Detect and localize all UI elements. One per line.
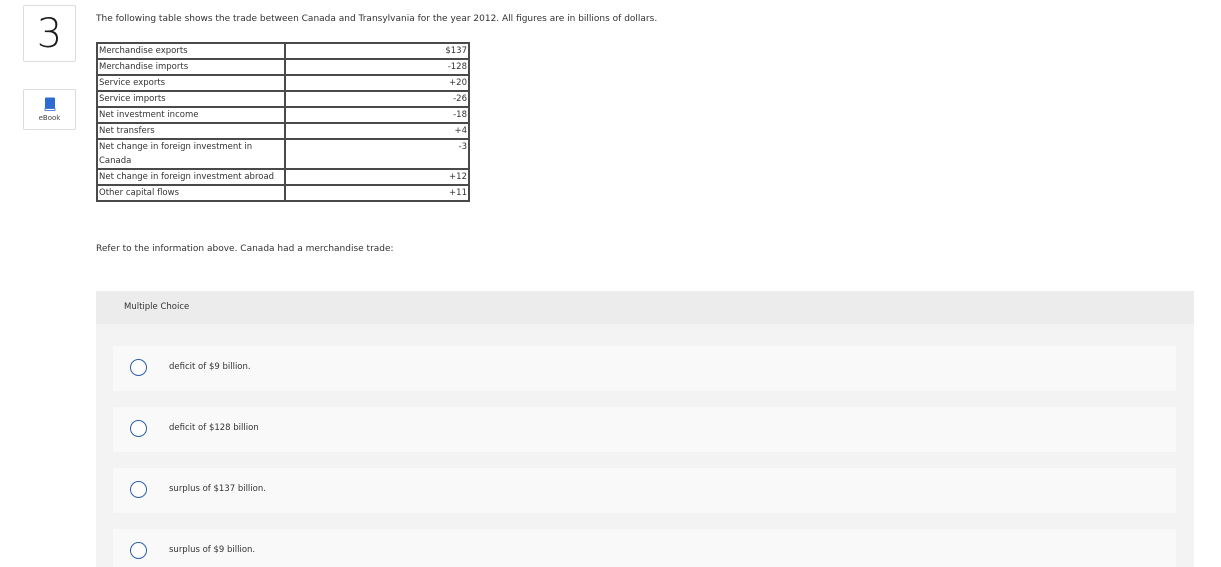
- row-value: -128: [285, 59, 469, 75]
- question-stem: Refer to the information above. Canada had a merchandise trade:: [96, 244, 394, 254]
- row-label: Merchandise imports: [97, 59, 285, 75]
- trade-table: [96, 42, 470, 202]
- table-row: [97, 185, 469, 201]
- row-label: Net transfers: [97, 123, 285, 139]
- radio-button[interactable]: [130, 542, 147, 559]
- row-value: +11: [285, 185, 469, 201]
- row-label: Service exports: [97, 75, 285, 91]
- table-row: [97, 139, 469, 169]
- answer-option[interactable]: [113, 346, 1176, 391]
- row-value: +4: [285, 123, 469, 139]
- ebook-label: eBook: [38, 114, 61, 122]
- option-label: deficit of $128 billion: [169, 423, 259, 433]
- row-value: -26: [285, 91, 469, 107]
- table-row: [97, 107, 469, 123]
- option-label: surplus of $9 billion.: [169, 545, 256, 555]
- row-label: Merchandise exports: [97, 43, 285, 59]
- table-row: [97, 75, 469, 91]
- radio-button[interactable]: [130, 420, 147, 437]
- table-row: [97, 91, 469, 107]
- option-label: deficit of $9 billion.: [169, 362, 251, 372]
- row-label: Net change in foreign investment abroad: [97, 169, 285, 185]
- option-label: surplus of $137 billion.: [169, 484, 266, 494]
- radio-button[interactable]: [130, 481, 147, 498]
- question-prompt: The following table shows the trade between Canada and Transylvania for the year 2012. All figures are in billions of dollars.: [96, 14, 658, 24]
- answer-option[interactable]: [113, 407, 1176, 452]
- row-label: Service imports: [97, 91, 285, 107]
- table-row: [97, 43, 469, 59]
- table-row: [97, 123, 469, 139]
- table-row: [97, 169, 469, 185]
- book-icon: [44, 97, 56, 111]
- row-value: -18: [285, 107, 469, 123]
- question-number: 3: [23, 5, 76, 62]
- radio-button[interactable]: [130, 359, 147, 376]
- row-value: $137: [285, 43, 469, 59]
- multiple-choice-header: Multiple Choice: [96, 291, 1194, 324]
- table-row: [97, 59, 469, 75]
- row-value: +20: [285, 75, 469, 91]
- answer-option[interactable]: [113, 529, 1176, 567]
- ebook-button[interactable]: [23, 89, 76, 130]
- row-label: Net investment income: [97, 107, 285, 123]
- row-value: +12: [285, 169, 469, 185]
- row-value: -3: [285, 139, 469, 169]
- row-label: Net change in foreign investment in Canada: [97, 139, 285, 169]
- multiple-choice-panel: [96, 291, 1194, 567]
- answer-option[interactable]: [113, 468, 1176, 513]
- row-label: Other capital flows: [97, 185, 285, 201]
